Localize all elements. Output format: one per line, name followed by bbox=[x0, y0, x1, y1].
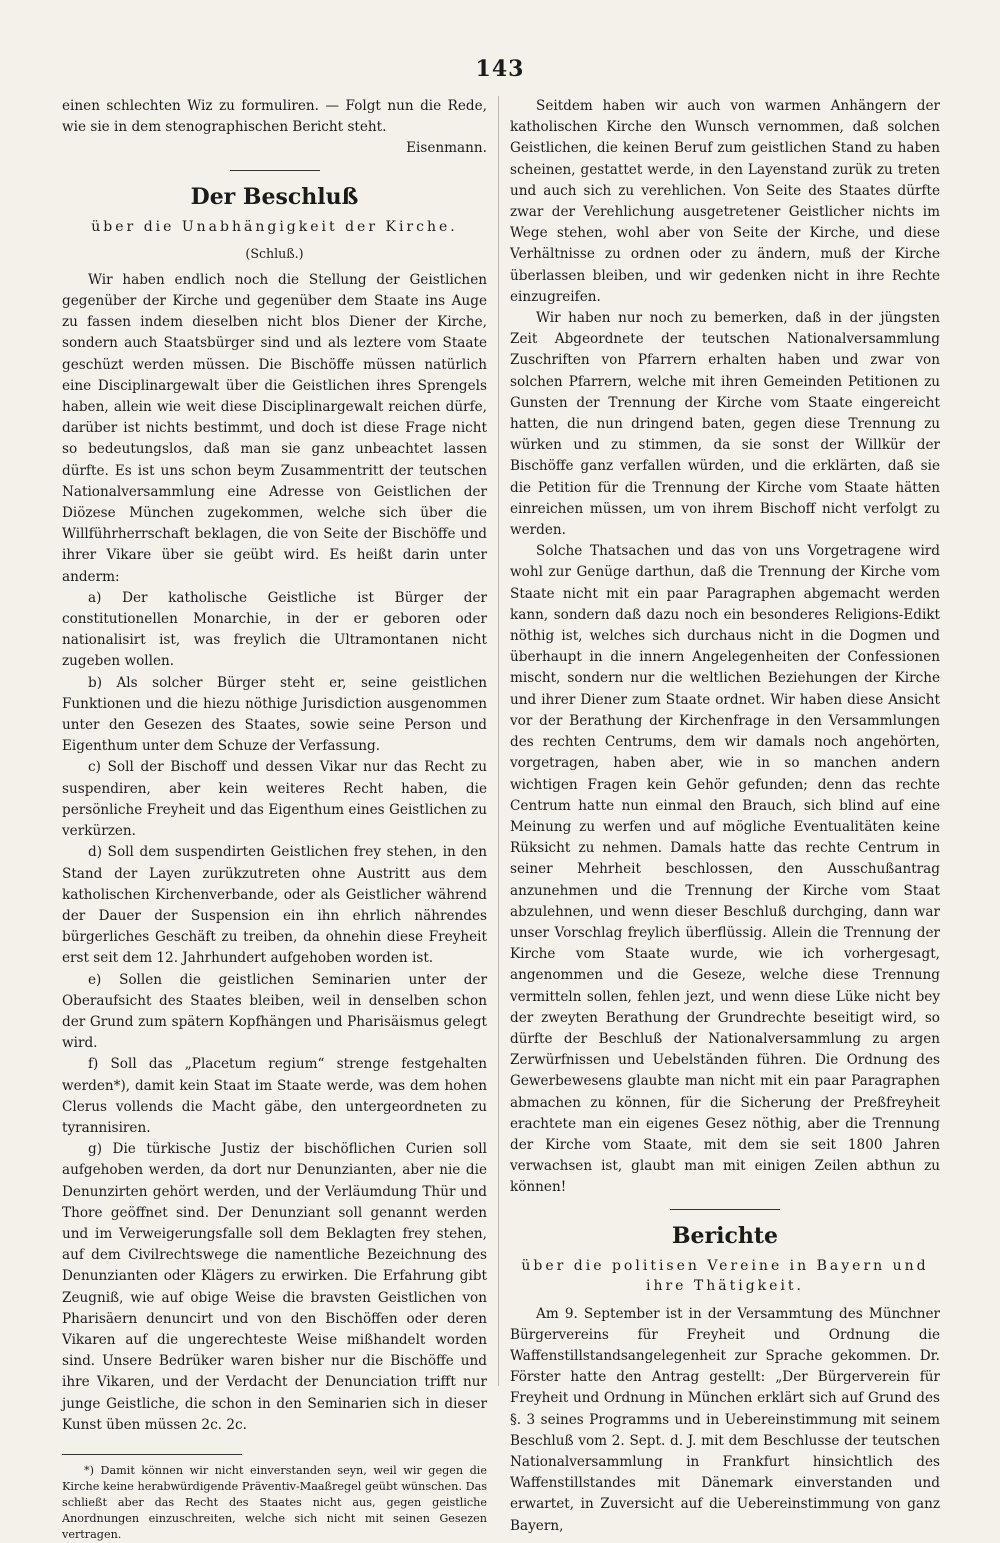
right-column bbox=[510, 96, 940, 1537]
author-signature: Eisenmann. bbox=[406, 140, 487, 157]
paragraph: Wir haben endlich noch die Stellung der Geistlichen gegenüber der Kirche und gegenüber dem Staate ins Auge zu fassen indem dieselben nicht blos Diener der Kirche, sondern auch Staatsbürger sind und als leztere vom Staate geschüzt werden müssen. Die Bischöffe müssen natürlich eine Disciplinargewalt über die Geistlichen ihres Sprengels haben, allein wie weit diese Disciplinargewalt reichen dürfe, darüber ist nichts bestimmt, und doch ist diese Frage nicht so bedeutungslos, daß man sie ganz unbeachtet lassen dürfte. Es ist uns schon beym Zusammentritt der teutschen Nationalversammlung eine Adresse von Geistlichen der Diözese München zugekommen, welche sich über die Willführherrschaft beklagen, die von Seite der Bischöffe und ihrer Vikare über sie geübt wird. Es heißt darin unter anderm: bbox=[62, 271, 487, 585]
section-rule bbox=[670, 1209, 780, 1210]
list-item-f: f) Soll das „Placetum regium“ strenge festgehalten werden*), damit kein Staat im Staate werde, was dem hohen Clerus vollends die Macht gäbe, den untergeordneten zu tyrannisiren. bbox=[62, 1056, 487, 1136]
footnote: *) Damit können wir nicht einverstanden seyn, weil wir gegen die Kirche keine herabwürdigende Präventiv-Maaßregel geübt wünschen. Das schließt aber das Recht des Staates nicht aus, gegen geistliche Anordnungen einzuschreiten, welche sich nicht mit seinen Gesezen vertragen. bbox=[62, 1463, 487, 1541]
reports-subheading: über die politisen Vereine in Bayern und ihre Thätigkeit. bbox=[521, 1257, 929, 1294]
list-item-c: c) Soll der Bischoff und dessen Vikar nur das Recht zu suspendiren, aber kein weiteres Recht haben, die persönliche Freyheit und das Eigenthum eines Geistlichen zu verkürzen. bbox=[62, 759, 487, 840]
paragraph: Seitdem haben wir auch von warmen Anhängern der katholischen Kirche den Wunsch vernommen, daß solchen Geistlichen, die keinen Beruf zum geistlichen Stand zu haben scheinen, gestattet werde, in den Layenstand zurük zu treten und auch sich zu verehlichen. Von Seite des Staates dürfte zwar der Verehlichung ausgetretener Geistlicher nichts im Wege stehen, wohl aber von Seite der Kirche, und diese Verhältnisse zu ordnen oder zu ändern, muß der Kirche überlassen bleiben, und wir gedenken nicht in ihre Rechte einzugreifen. bbox=[510, 98, 940, 305]
article-heading: Der Beschluß bbox=[190, 183, 359, 210]
list-item-d: d) Soll dem suspendirten Geistlichen frey stehen, in den Stand der Layen zurükzutreten ohne Austritt aus dem katholischen Kirchenverbande, oder als Geistlicher während der Dauer der Suspension ein ihn ehrlich nährendes bürgerliches Geschäft zu treiben, da ohnehin diese Freyheit erst seit dem 12. Jahrhundert aufgehoben worden ist. bbox=[62, 844, 487, 967]
list-item-e: e) Sollen die geistlichen Seminarien unter der Oberaufsicht des Staates bleiben, weil in denselben schon der Grund zum spätern Kopfhängen und Pharisäismus gelegt wird. bbox=[62, 971, 487, 1052]
footnote-rule bbox=[62, 1454, 242, 1455]
paragraph: Solche Thatsachen und das von uns Vorgetragene wird wohl zur Genüge darthun, daß die Trennung der Kirche vom Staate nicht mit ein paar Paragraphen abgemacht werden kann, sondern daß dazu noch ein besonderes Religions-Edikt nöthig ist, welches sich durchaus nicht in die Dogmen und überhaupt in die innern Angelegenheiten der Confessionen mischt, sondern nur die weltlichen Beziehungen der Kirche und ihrer Diener zum Staate ordnet. Wir haben diese Ansicht vor der Berathung der Kirchenfrage in den Versammlungen des rechten Centrums, dem wir damals noch angehörten, vorgetragen, haben aber, wie in so manchen andern wichtigen Fragen kein Gehör gefunden; denn das rechte Centrum hatte nun einmal den Brauch, sich blind auf eine Meinung zu werfen und auf mögliche Eventualitäten keine Rüksicht zu nehmen. Damals hatte das rechte Centrum in seiner Mehrheit beschlossen, den Ausschußantrag anzunehmen und die Trennung der Kirche vom Staat abzulehnen, und wenn dieser Beschluß durchging, dann war unser Vorschlag freylich überflüssig. Allein die Trennung der Kirche vom Staate wurde, wie ich vorhergesagt, angenommen und die Geseze, welche diese Trennung vermitteln sollen, fehlen jezt, und wenn diese Lüke nicht bey der zweyten Berathung der Grundrechte beseitigt wird, so dürfte der Beschluß der Nationalversammlung zu argen Zerwürfnissen und Uebelständen führen. Die Ordnung des Gewerbewesens glaubte man nicht mit ein paar Paragraphen abmachen zu können, für die Sicherung der Preßfreyheit erachtete man ein eigenes Gesez nöthig, aber die Trennung der Kirche vom Staate, mit dem sie seit 1800 Jahren verwachsen ist, glaubt man mit einigen Zeilen abthun zu können! bbox=[510, 543, 940, 1196]
list-item-g: g) Die türkische Justiz der bischöflichen Curien soll aufgehoben werden, da dort nur Denunzianten, aber nie die Denunzirten gehört werden, und der Verläumdung Thür und Thore geöffnet sind. Der Denunziant soll genannt werden und im Verweigerungsfalle soll dem Beklagten frey stehen, auf dem Civilrechtswege die namentliche Bezeichnung des Denunzianten oder Klägers zu erwirken. Die Erfahrung gibt Zeugniß, wie auf obige Weise die bravsten Geistlichen von Pharisäern denuncirt und von den Bischöffen oder deren Vikaren auf die ungerechteste Weise mißhandelt worden sind. Unsere Bedrüker waren bisher nur die Bischöffe und ihre Vikaren, und der Verdacht der Denunciation trifft nur junge Geistliche, die schon in den Seminarien sich in dieser Kunst üben müssen 2c. 2c. bbox=[62, 1141, 487, 1433]
page-number: 143 bbox=[475, 56, 525, 82]
column-divider bbox=[498, 96, 499, 1386]
list-item-a: a) Der katholische Geistliche ist Bürger der constitutionellen Monarchie, in der er geboren oder nationalisirt ist, was freylich die Ultramontanen nicht zugeben wollen. bbox=[62, 589, 487, 670]
paragraph: Wir haben nur noch zu bemerken, daß in der jüngsten Zeit Abgeordnete der teutschen Nationalversammlung Zuschriften von Pfarrern erhalten haben und zwar von solchen Pfarrern, welche mit ihren Gemeinden Petitionen zu Gunsten der Trennung der Kirche vom Staate eingereicht hatten, die nun dringend baten, gegen diese Trennung zu würken und zu stimmen, da sie sonst der Willkür der Bischöffe ganz verfallen würden, und die erklärten, daß sie die Petition für die Trennung der Kirche vom Staate hätten einreichen müssen, um von ihrem Bischoff nicht verfolgt zu werden. bbox=[510, 310, 940, 539]
list-item-b: b) Als solcher Bürger steht er, seine geistlichen Funktionen und die hiezu nöthige Jurisdiction ausgenommen unter den Gesezen des Staates, sowie seine Person und Eigenthum unter dem Schuze der Verfassung. bbox=[62, 674, 487, 755]
left-column bbox=[62, 96, 487, 1543]
article-subheading: über die Unabhängigkeit der Kirche. bbox=[91, 218, 458, 235]
conclusion-note: (Schluß.) bbox=[245, 245, 304, 261]
reports-heading: Berichte bbox=[671, 1222, 779, 1249]
paragraph: Am 9. September ist in der Versammtung des Münchner Bürgervereins für Freyheit und Ordnung die Waffenstillstandsangelegenheit zur Sprache gekommen. Dr. Förster hatte den Antrag gestellt: „Der Bürgerverein für Freyheit und Ordnung in München erklärt sich auf Grund des §. 3 seines Programms und in Uebereinstimmung mit seinem Beschluß vom 2. Sept. d. J. mit dem Beschlusse der teutschen Nationalversammlung in Frankfurt hinsichtlich des Waffenstillstandes mit Dänemark einverstanden und erwartet, in Zuversicht auf die Uebereinstimmung von ganz Bayern, bbox=[510, 1305, 940, 1534]
intro-text: einen schlechten Wiz zu formuliren. — Folgt nun die Rede, wie sie in dem stenographischen Bericht steht. bbox=[62, 98, 487, 136]
section-rule bbox=[230, 170, 320, 171]
